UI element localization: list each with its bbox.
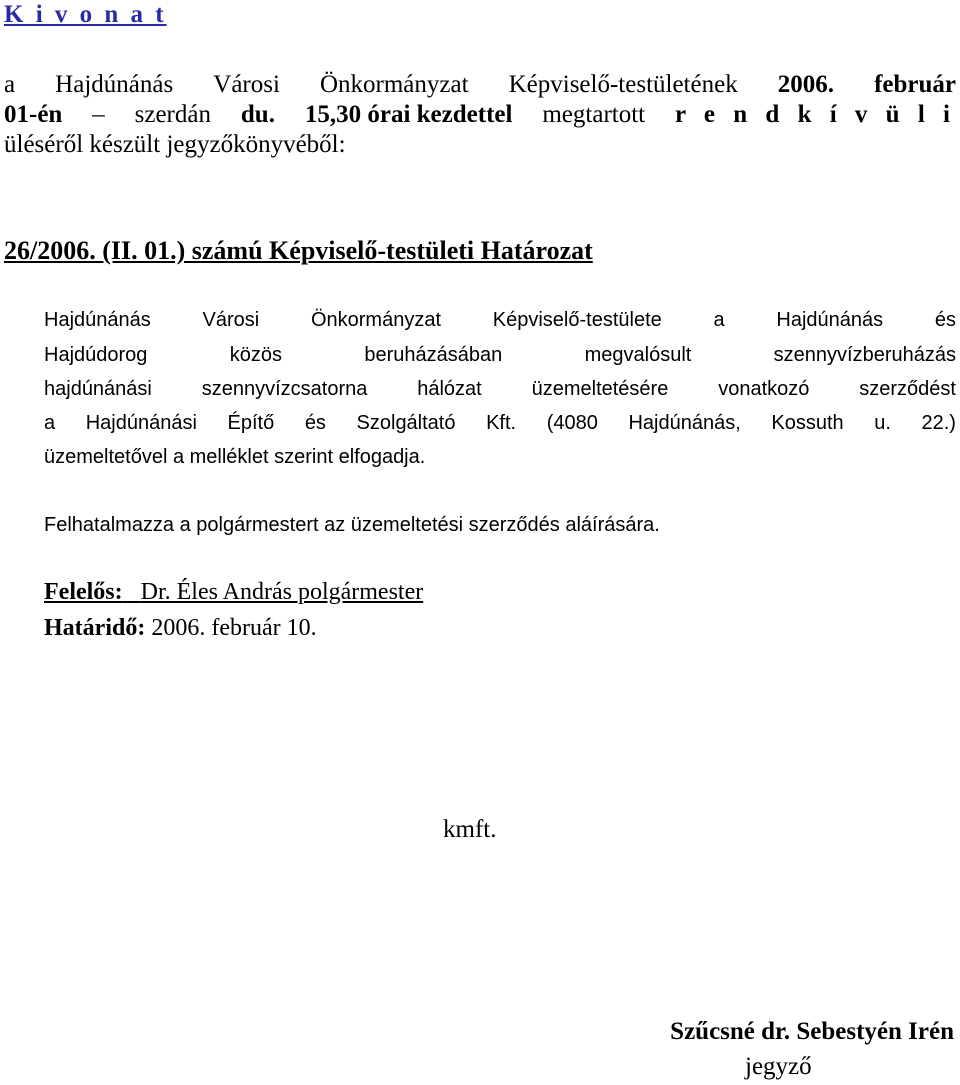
body-word: Kossuth bbox=[771, 412, 844, 434]
responsible-label: Felelős: bbox=[44, 579, 123, 605]
intro-word: Önkormányzat bbox=[319, 71, 469, 98]
body-word: beruházásában bbox=[364, 344, 503, 366]
body-word: Városi bbox=[202, 309, 260, 331]
meeting-type: r e n d k í v ü l i bbox=[675, 101, 956, 128]
body-word: vonatkozó bbox=[718, 378, 810, 400]
intro-word: megtartott bbox=[542, 101, 646, 128]
body-line-2 bbox=[44, 341, 956, 369]
document-heading: K i v o n a t bbox=[4, 1, 167, 28]
deadline-row bbox=[44, 613, 956, 643]
body-word: megvalósult bbox=[584, 344, 692, 366]
meeting-time: 15,30 órai kezdettel bbox=[304, 101, 513, 128]
intro-line-1 bbox=[4, 70, 956, 100]
responsible-value: Dr. Éles András polgármester bbox=[140, 579, 424, 605]
body-line-3 bbox=[44, 375, 956, 403]
signatory-name: Szűcsné dr. Sebestyén Irén bbox=[670, 1018, 954, 1045]
body-word: és bbox=[934, 309, 956, 331]
body-word: Hajdúnánás bbox=[44, 309, 151, 331]
body-word: szennyvízberuházás bbox=[773, 344, 956, 366]
body-line-4 bbox=[44, 409, 956, 437]
meeting-year: 2006. bbox=[777, 71, 835, 98]
signatory-role: jegyző bbox=[745, 1053, 812, 1080]
responsible-row bbox=[44, 577, 956, 607]
body-word: u. bbox=[874, 412, 891, 434]
deadline-label: Határidő: bbox=[44, 615, 146, 641]
intro-word: a bbox=[4, 71, 16, 98]
intro-word: Hajdúnánás bbox=[55, 71, 174, 98]
deadline-value: 2006. február 10. bbox=[151, 615, 317, 641]
body-word: üzemeltetésére bbox=[531, 378, 669, 400]
body-word: Építő bbox=[227, 412, 275, 434]
body-word: hálózat bbox=[417, 378, 482, 400]
body-word: Hajdúnánás, bbox=[628, 412, 741, 434]
intro-dash: – bbox=[92, 101, 105, 128]
closing-kmft: kmft. bbox=[443, 816, 497, 843]
body-word: Hajdúdorog bbox=[44, 344, 148, 366]
intro-weekday: szerdán bbox=[134, 101, 211, 128]
body-word: szerződést bbox=[859, 378, 956, 400]
resolution-title: 26/2006. (II. 01.) számú Képviselő-testületi Határozat bbox=[4, 236, 593, 265]
body-word: Kft. bbox=[486, 412, 517, 434]
authorization-text: Felhatalmazza a polgármestert az üzemeltetési szerződés aláírására. bbox=[44, 514, 660, 536]
body-word: Szolgáltató bbox=[356, 412, 456, 434]
meeting-month: február bbox=[874, 71, 956, 98]
intro-line-3: üléséről készült jegyzőkönyvéből: bbox=[4, 131, 346, 158]
body-word: (4080 bbox=[546, 412, 598, 434]
body-word: hajdúnánási bbox=[44, 378, 152, 400]
intro-word: Városi bbox=[213, 71, 280, 98]
body-line-1 bbox=[44, 306, 956, 334]
meeting-time-prefix: du. bbox=[240, 101, 275, 128]
body-word: Képviselő-testülete bbox=[492, 309, 662, 331]
body-word: Önkormányzat bbox=[310, 309, 442, 331]
body-word: szennyvízcsatorna bbox=[201, 378, 368, 400]
body-word: és bbox=[304, 412, 326, 434]
body-word: Hajdúnánási bbox=[85, 412, 197, 434]
body-word: 22.) bbox=[921, 412, 956, 434]
body-word: közös bbox=[229, 344, 283, 366]
intro-word: Képviselő-testületének bbox=[508, 71, 738, 98]
body-line-5: üzemeltetővel a melléklet szerint elfogadja. bbox=[44, 446, 426, 468]
meeting-day: 01-én bbox=[4, 101, 63, 128]
body-word: a bbox=[713, 309, 725, 331]
body-word: a bbox=[44, 412, 56, 434]
body-word: Hajdúnánás bbox=[776, 309, 884, 331]
intro-line-2 bbox=[4, 100, 956, 130]
